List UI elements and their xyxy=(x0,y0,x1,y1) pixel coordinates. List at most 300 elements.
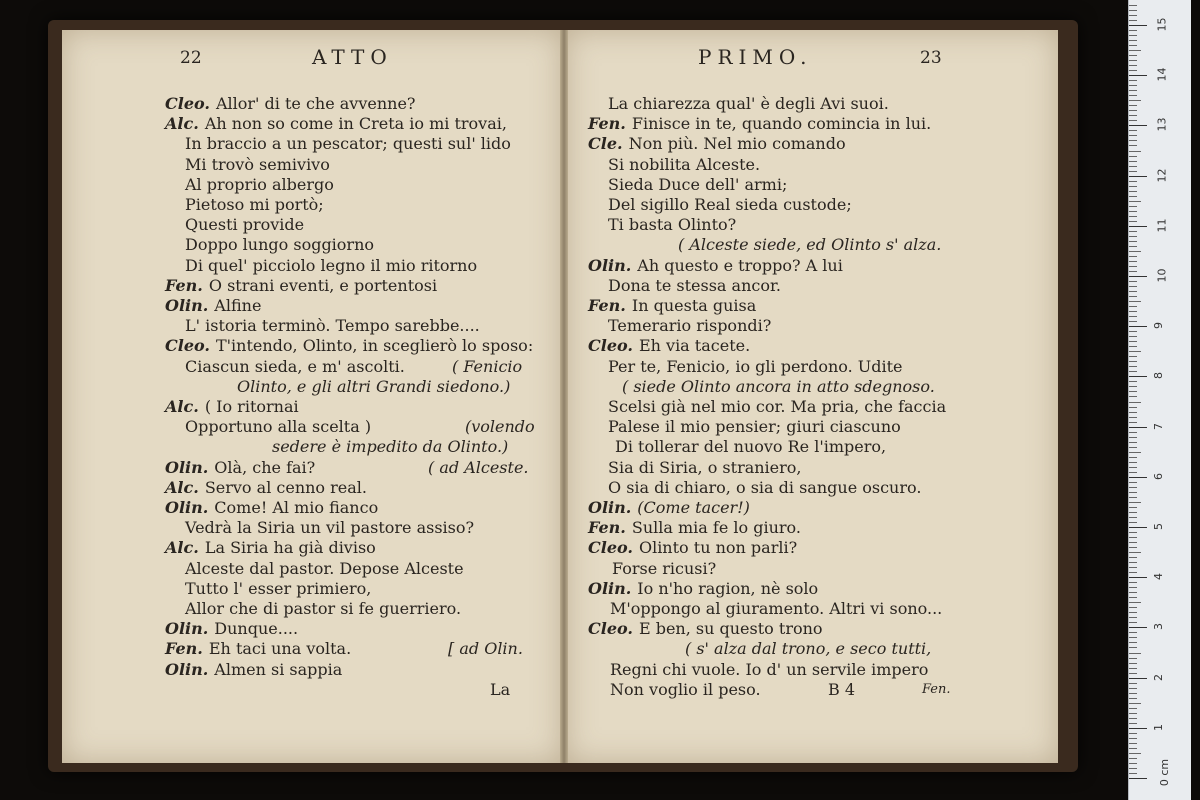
page-number-left: 22 xyxy=(180,48,202,68)
ruler-tick xyxy=(1129,627,1147,628)
ruler-number: 3 xyxy=(1152,623,1165,631)
stage-direction: sedere è impedito da Olinto.) xyxy=(272,437,509,457)
ruler-tick xyxy=(1129,552,1141,553)
line-text: Io n'ho ragion, nè solo xyxy=(637,578,819,598)
ruler-tick xyxy=(1129,492,1137,493)
ruler-tick xyxy=(1129,100,1141,101)
text-line xyxy=(165,478,367,498)
ruler-tick xyxy=(1129,663,1137,664)
line-text: Scelsi già nel mio cor. Ma pria, che faccia xyxy=(608,397,947,416)
ruler-tick xyxy=(1129,35,1137,36)
ruler-tick xyxy=(1129,477,1147,478)
ruler-number: 10 xyxy=(1155,268,1169,283)
signature-mark: B 4 xyxy=(828,679,856,699)
speaker-name: Alc. xyxy=(165,397,199,416)
ruler-tick xyxy=(1129,457,1137,458)
ruler-tick xyxy=(1129,507,1137,508)
ruler-tick xyxy=(1129,226,1147,227)
speaker-name: Fen. xyxy=(165,639,203,659)
ruler-tick xyxy=(1129,366,1137,367)
stage-direction: (volendo xyxy=(465,417,535,437)
text-line xyxy=(185,256,477,276)
ruler-tick xyxy=(1129,145,1137,146)
ruler-tick xyxy=(1129,246,1137,247)
ruler-tick xyxy=(1129,612,1137,613)
text-line xyxy=(588,296,756,316)
text-line xyxy=(185,235,374,255)
line-text: Doppo lungo soggiorno xyxy=(185,235,375,255)
ruler-tick xyxy=(1129,176,1147,177)
ruler-tick xyxy=(1129,748,1137,749)
ruler-tick xyxy=(1129,301,1141,302)
ruler-tick xyxy=(1129,381,1137,382)
ruler-tick xyxy=(1129,753,1141,754)
ruler-tick xyxy=(1129,622,1137,623)
line-text: Dona te stessa ancor. xyxy=(608,275,781,295)
ruler-tick xyxy=(1129,181,1137,182)
ruler-tick xyxy=(1129,683,1137,684)
ruler-tick xyxy=(1129,402,1141,403)
ruler-tick xyxy=(1129,587,1137,588)
ruler-tick xyxy=(1129,316,1137,317)
line-text: T'intendo, Olinto, in sceglierò lo sposo: xyxy=(215,336,534,356)
ruler-tick xyxy=(1129,376,1147,377)
ruler-tick xyxy=(1129,462,1137,463)
line-text: Questi provide xyxy=(185,215,305,235)
line-text: Almen si sappia xyxy=(214,659,343,679)
ruler-tick xyxy=(1129,286,1137,287)
ruler-tick xyxy=(1129,482,1137,483)
text-line xyxy=(165,336,533,356)
ruler-tick xyxy=(1129,90,1137,91)
ruler-tick xyxy=(1129,502,1141,503)
speaker-name: Cleo. xyxy=(165,336,210,356)
text-line xyxy=(678,235,941,255)
ruler-tick xyxy=(1129,5,1137,6)
text-line xyxy=(185,316,480,336)
running-header-right: PRIMO. xyxy=(698,45,813,69)
line-text: Di tollerar del nuovo Re l'impero, xyxy=(615,437,887,457)
ruler-tick xyxy=(1129,396,1137,397)
ruler-number: 4 xyxy=(1152,573,1165,581)
ruler-tick xyxy=(1129,95,1137,96)
speaker-name: Olin. xyxy=(165,498,209,517)
ruler-tick xyxy=(1129,778,1147,779)
text-line xyxy=(588,134,846,154)
line-text: Allor' di te che avvenne? xyxy=(215,94,416,113)
ruler-tick xyxy=(1129,25,1147,26)
line-text: Sulla mia fe lo giuro. xyxy=(631,518,801,538)
ruler-tick xyxy=(1129,537,1137,538)
line-text: Servo al cenno real. xyxy=(204,477,368,497)
line-text: Non più. Nel mio comando xyxy=(628,134,846,154)
text-line xyxy=(185,518,474,538)
ruler-tick xyxy=(1129,607,1137,608)
line-text: L' istoria terminò. Tempo sarebbe.... xyxy=(185,316,480,336)
text-line xyxy=(588,336,750,356)
ruler-tick xyxy=(1129,85,1137,86)
ruler-tick xyxy=(1129,281,1137,282)
speaker-name: Alc. xyxy=(165,114,199,134)
line-text: Ti basta Olinto? xyxy=(608,215,737,235)
line-text: Alfine xyxy=(214,296,262,315)
ruler-tick xyxy=(1129,196,1137,197)
line-text: O strani eventi, e portentosi xyxy=(208,275,438,295)
ruler-tick xyxy=(1129,407,1137,408)
line-text: Eh taci una volta. xyxy=(208,639,352,659)
ruler-number: 1 xyxy=(1152,723,1165,731)
text-line xyxy=(608,478,921,498)
line-text: Regni chi vuole. Io d' un servile impero xyxy=(610,659,929,679)
ruler-number: 6 xyxy=(1152,472,1165,480)
ruler-tick xyxy=(1129,130,1137,131)
text-line xyxy=(185,357,405,377)
ruler-tick xyxy=(1129,276,1147,277)
text-line xyxy=(165,538,376,558)
line-text: Al proprio albergo xyxy=(185,174,334,194)
ruler-tick xyxy=(1129,602,1141,603)
speaker-name: Fen. xyxy=(588,296,626,315)
line-text: Di quel' picciolo legno il mio ritorno xyxy=(185,255,478,275)
speaker-name: Olin. xyxy=(588,578,632,598)
text-line xyxy=(588,498,750,518)
text-line xyxy=(608,417,901,437)
text-line xyxy=(608,397,946,417)
ruler-tick xyxy=(1129,768,1137,769)
line-text: Finisce in te, quando comincia in lui. xyxy=(631,114,932,134)
ruler-tick xyxy=(1129,637,1137,638)
speaker-name: Fen. xyxy=(588,518,626,538)
ruler-tick xyxy=(1129,467,1137,468)
line-text: Ah non so come in Creta io mi trovai, xyxy=(204,114,507,134)
line-text: ( s' alza dal trono, e seco tutti, xyxy=(685,639,932,659)
ruler-tick xyxy=(1129,386,1137,387)
ruler-tick xyxy=(1129,412,1137,413)
text-line xyxy=(588,619,823,639)
ruler-number: 15 xyxy=(1155,17,1169,32)
ruler-tick xyxy=(1129,80,1137,81)
text-line xyxy=(610,599,942,619)
ruler-tick xyxy=(1129,20,1137,21)
ruler-tick xyxy=(1129,75,1147,76)
text-line xyxy=(588,538,797,558)
ruler-tick xyxy=(1129,733,1137,734)
ruler-tick xyxy=(1129,592,1137,593)
ruler-number: 13 xyxy=(1155,117,1169,132)
ruler-tick xyxy=(1129,582,1137,583)
ruler-tick xyxy=(1129,517,1137,518)
text-line xyxy=(685,639,931,659)
speaker-name: Olin. xyxy=(165,619,209,639)
ruler-tick xyxy=(1129,271,1137,272)
text-line xyxy=(608,94,889,114)
speaker-name: Cleo. xyxy=(165,94,210,113)
text-line xyxy=(165,660,342,680)
ruler-tick xyxy=(1129,211,1137,212)
line-text: Tutto l' esser primiero, xyxy=(185,578,372,598)
ruler-tick xyxy=(1129,547,1137,548)
line-text: In braccio a un pescator; questi sul' lido xyxy=(185,134,511,154)
text-line xyxy=(608,155,760,175)
ruler-tick xyxy=(1129,120,1137,121)
ruler-tick xyxy=(1129,115,1137,116)
stage-direction: Olinto, e gli altri Grandi siedono.) xyxy=(237,376,511,396)
ruler-tick xyxy=(1129,346,1137,347)
ruler-tick xyxy=(1129,50,1141,51)
text-line xyxy=(608,215,736,235)
text-line xyxy=(185,599,461,619)
ruler-tick xyxy=(1129,251,1141,252)
ruler-tick xyxy=(1129,336,1137,337)
ruler-tick xyxy=(1129,642,1137,643)
text-line xyxy=(185,559,464,579)
ruler-tick xyxy=(1129,60,1137,61)
text-line xyxy=(608,458,802,478)
speaker-name: Olin. xyxy=(165,457,209,477)
ruler-tick xyxy=(1129,758,1137,759)
text-line xyxy=(165,458,315,478)
line-text: Alceste dal pastor. Depose Alceste xyxy=(185,558,464,578)
line-text: Allor che di pastor si fe guerriero. xyxy=(185,599,462,618)
ruler-tick xyxy=(1129,30,1137,31)
text-line xyxy=(608,195,852,215)
line-text: Forse ricusi? xyxy=(612,558,717,578)
line-text: Come! Al mio fianco xyxy=(214,498,379,517)
text-line xyxy=(622,377,935,397)
ruler-tick xyxy=(1129,70,1137,71)
stage-direction: ( Fenicio xyxy=(452,356,523,376)
ruler-tick xyxy=(1129,743,1137,744)
catchword-right: Fen. xyxy=(922,681,951,697)
ruler-tick xyxy=(1129,447,1137,448)
speaker-name: Olin. xyxy=(165,659,209,679)
ruler-tick xyxy=(1129,542,1137,543)
ruler-number: 12 xyxy=(1155,168,1169,183)
ruler-tick xyxy=(1129,191,1137,192)
ruler-tick xyxy=(1129,678,1147,679)
text-line xyxy=(612,559,716,579)
ruler-tick xyxy=(1129,40,1137,41)
text-line xyxy=(165,296,261,316)
line-text: Temerario rispondi? xyxy=(608,316,772,336)
ruler-number: 2 xyxy=(1152,673,1165,681)
speaker-name: Olin. xyxy=(588,498,632,517)
ruler-unit-label: 0 cm xyxy=(1158,758,1172,787)
ruler-tick xyxy=(1129,65,1137,66)
line-text: Palese il mio pensier; giuri ciascuno xyxy=(608,417,901,437)
line-text: ( Io ritornai xyxy=(204,397,299,416)
speaker-name: Alc. xyxy=(165,538,199,558)
ruler-tick xyxy=(1129,221,1137,222)
ruler-tick xyxy=(1129,442,1137,443)
ruler-tick xyxy=(1129,15,1137,16)
ruler-tick xyxy=(1129,371,1137,372)
text-line xyxy=(165,94,416,114)
ruler-tick xyxy=(1129,422,1137,423)
text-line xyxy=(165,397,299,417)
text-line xyxy=(185,215,304,235)
catchword-left: La xyxy=(490,679,511,699)
ruler-tick xyxy=(1129,698,1137,699)
text-line xyxy=(588,256,843,276)
ruler-number: 7 xyxy=(1152,422,1165,430)
ruler-tick xyxy=(1129,266,1137,267)
line-text: Non voglio il peso. xyxy=(610,679,761,699)
line-text: Ciascun sieda, e m' ascolti. xyxy=(185,356,405,376)
ruler-tick xyxy=(1129,763,1137,764)
ruler-tick xyxy=(1129,738,1137,739)
ruler-tick xyxy=(1129,567,1137,568)
ruler-tick xyxy=(1129,522,1137,523)
line-text: Olinto tu non parli? xyxy=(638,538,798,558)
ruler-tick xyxy=(1129,532,1137,533)
ruler-tick xyxy=(1129,432,1137,433)
line-text: Eh via tacete. xyxy=(638,336,751,356)
ruler-tick xyxy=(1129,512,1137,513)
ruler-number: 14 xyxy=(1155,67,1169,82)
line-text: In questa guisa xyxy=(631,296,757,315)
line-text: O sia di chiaro, o sia di sangue oscuro. xyxy=(608,477,922,497)
ruler-tick xyxy=(1129,110,1137,111)
speaker-name: Cleo. xyxy=(588,336,633,356)
ruler-tick xyxy=(1129,151,1141,152)
speaker-name: Cleo. xyxy=(588,619,633,639)
ruler-tick xyxy=(1129,647,1137,648)
ruler-tick xyxy=(1129,497,1137,498)
speaker-name: Fen. xyxy=(588,114,626,134)
text-line xyxy=(615,437,886,457)
text-line xyxy=(185,417,371,437)
text-line xyxy=(610,680,761,700)
ruler-tick xyxy=(1129,728,1147,729)
ruler-tick xyxy=(1129,45,1137,46)
text-line xyxy=(588,518,801,538)
ruler-tick xyxy=(1129,572,1137,573)
ruler-tick xyxy=(1129,668,1137,669)
ruler-tick xyxy=(1129,562,1137,563)
line-text: M'oppongo al giuramento. Altri vi sono... xyxy=(610,599,943,618)
ruler-tick xyxy=(1129,135,1137,136)
ruler-tick xyxy=(1129,703,1141,704)
ruler-tick xyxy=(1129,391,1137,392)
ruler-tick xyxy=(1129,216,1137,217)
text-line xyxy=(165,639,351,659)
stage-direction: ( ad Alceste. xyxy=(428,457,529,477)
ruler-tick xyxy=(1129,361,1137,362)
text-line xyxy=(165,114,507,134)
line-text: Olà, che fai? xyxy=(214,457,316,477)
ruler-tick xyxy=(1129,125,1147,126)
text-line xyxy=(610,660,928,680)
text-line xyxy=(185,579,371,599)
line-text: (Come tacer!) xyxy=(637,498,750,517)
ruler-number: 8 xyxy=(1152,372,1165,380)
ruler-tick xyxy=(1129,723,1137,724)
ruler-tick xyxy=(1129,617,1137,618)
ruler-number: 5 xyxy=(1152,523,1165,530)
text-line xyxy=(608,276,781,296)
ruler-tick xyxy=(1129,166,1137,167)
ruler-tick xyxy=(1129,351,1141,352)
ruler-tick xyxy=(1129,773,1137,774)
ruler-number: 11 xyxy=(1155,218,1169,233)
ruler-tick xyxy=(1129,708,1137,709)
ruler-tick xyxy=(1129,693,1137,694)
line-text: Mi trovò semivivo xyxy=(185,154,330,174)
speaker-name: Alc. xyxy=(165,477,199,497)
text-line xyxy=(608,316,771,336)
ruler-tick xyxy=(1129,437,1137,438)
text-line xyxy=(185,195,324,215)
ruler-tick xyxy=(1129,186,1137,187)
ruler-tick xyxy=(1129,161,1137,162)
ruler-tick xyxy=(1129,452,1141,453)
line-text: Si nobilita Alceste. xyxy=(608,154,761,174)
ruler-tick xyxy=(1129,306,1137,307)
ruler-tick xyxy=(1129,105,1137,106)
ruler-tick xyxy=(1129,688,1137,689)
speaker-name: Cle. xyxy=(588,134,623,154)
ruler-tick xyxy=(1129,341,1137,342)
ruler-tick xyxy=(1129,632,1137,633)
line-text: ( Alceste siede, ed Olinto s' alza. xyxy=(678,235,942,255)
ruler-tick xyxy=(1129,577,1147,578)
text-line xyxy=(588,579,818,599)
text-line xyxy=(165,619,298,639)
ruler-tick xyxy=(1129,55,1137,56)
ruler-tick xyxy=(1129,326,1147,327)
line-text: ( siede Olinto ancora in atto sdegnoso. xyxy=(622,376,935,396)
ruler-tick xyxy=(1129,171,1137,172)
line-text: Vedrà la Siria un vil pastore assiso? xyxy=(185,518,475,538)
ruler-tick xyxy=(1129,331,1137,332)
text-line xyxy=(185,134,511,154)
ruler-tick xyxy=(1129,472,1137,473)
stage-direction: [ ad Olin. xyxy=(448,639,523,659)
ruler-tick xyxy=(1129,291,1137,292)
ruler-tick xyxy=(1129,256,1137,257)
ruler-tick xyxy=(1129,417,1137,418)
text-line xyxy=(165,498,378,518)
ruler-tick xyxy=(1129,487,1137,488)
ruler-tick xyxy=(1129,321,1137,322)
ruler-tick xyxy=(1129,296,1137,297)
ruler-tick xyxy=(1129,156,1137,157)
line-text: Dunque.... xyxy=(214,619,299,639)
ruler-tick xyxy=(1129,673,1137,674)
ruler-tick xyxy=(1129,658,1137,659)
ruler-tick xyxy=(1129,356,1137,357)
ruler-tick xyxy=(1129,236,1137,237)
ruler-tick xyxy=(1129,718,1137,719)
line-text: Sieda Duce dell' armi; xyxy=(608,174,788,194)
text-line xyxy=(165,276,437,296)
ruler-tick xyxy=(1129,261,1137,262)
line-text: E ben, su questo trono xyxy=(638,619,823,639)
speaker-name: Olin. xyxy=(588,255,632,275)
line-text: Sia di Siria, o straniero, xyxy=(608,457,802,477)
text-line xyxy=(588,114,931,134)
ruler-tick xyxy=(1129,557,1137,558)
line-text: La chiarezza qual' è degli Avi suoi. xyxy=(608,94,889,113)
ruler-tick xyxy=(1129,597,1137,598)
text-line xyxy=(185,175,334,195)
text-line xyxy=(608,357,903,377)
speaker-name: Olin. xyxy=(165,296,209,315)
line-text: Del sigillo Real sieda custode; xyxy=(608,195,852,214)
ruler-tick xyxy=(1129,427,1147,428)
line-text: Opportuno alla scelta ) xyxy=(185,417,372,437)
